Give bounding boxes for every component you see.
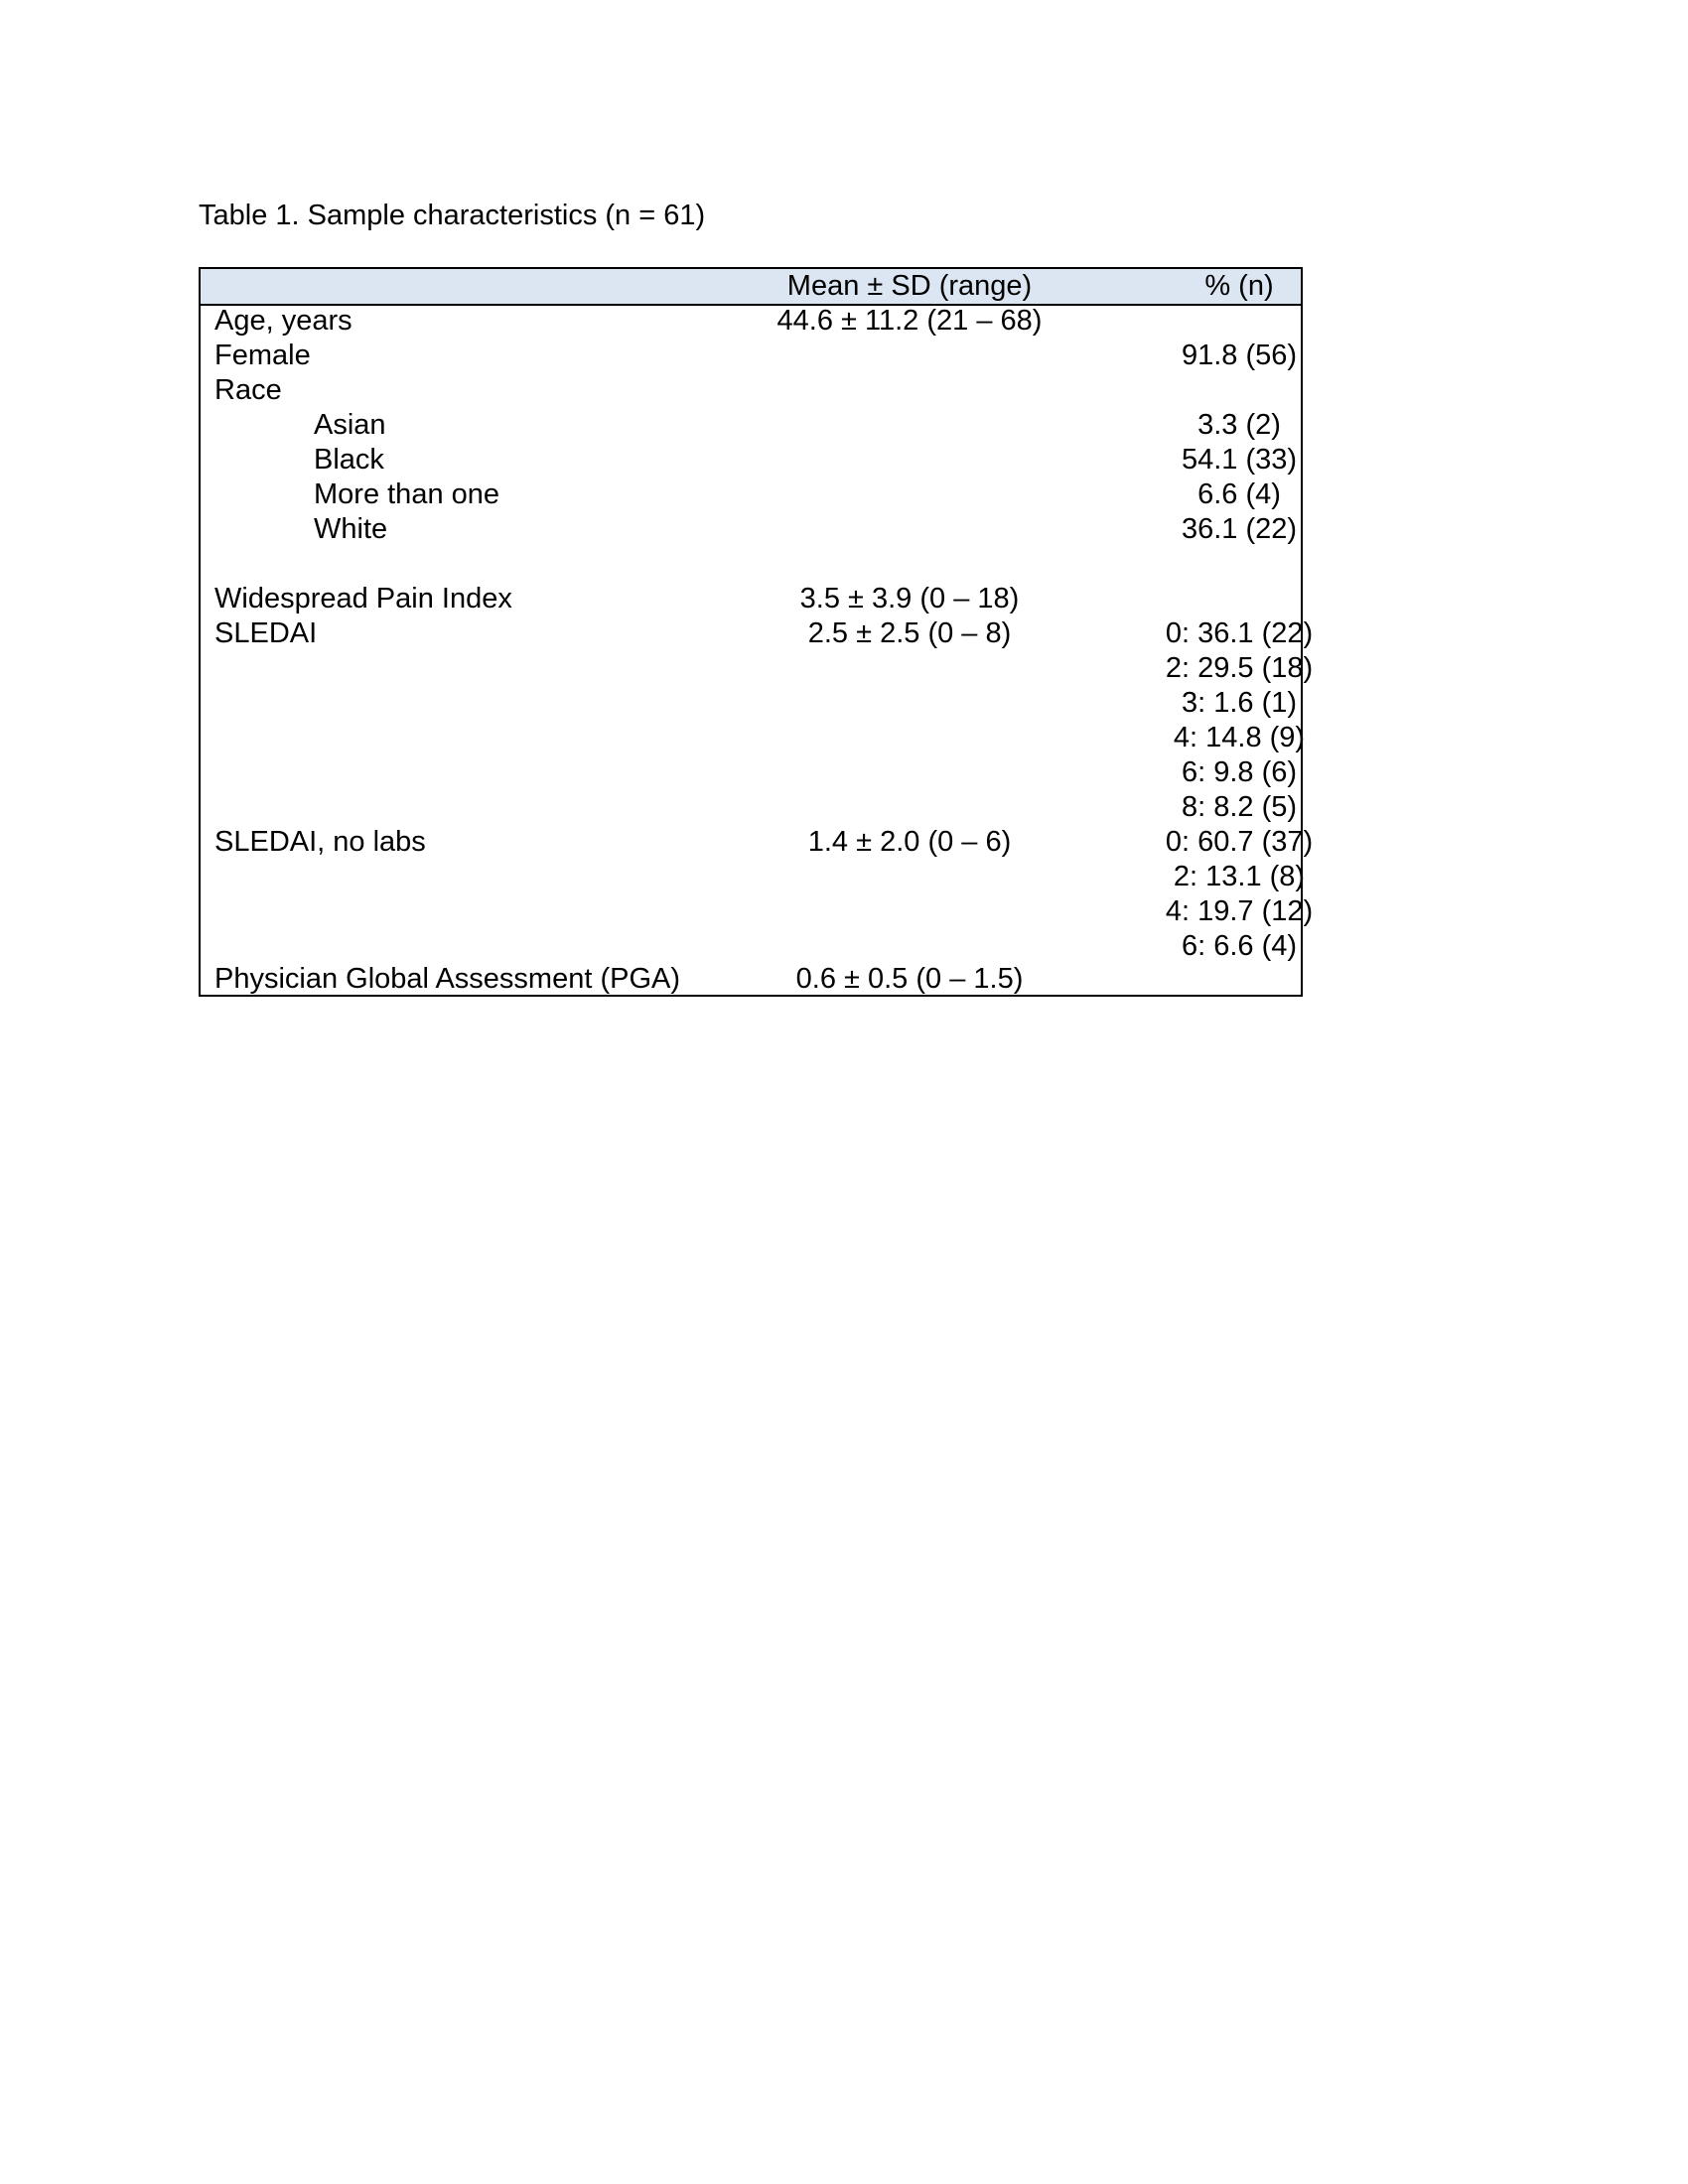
row-mean-sd: 3.5 ± 3.9 (0 – 18) bbox=[799, 583, 1020, 614]
row-percent: 6: 9.8 (6) bbox=[1181, 756, 1298, 788]
table-row bbox=[201, 721, 1306, 755]
row-mean-sd: 2.5 ± 2.5 (0 – 8) bbox=[807, 617, 1012, 649]
table-row bbox=[201, 790, 1301, 825]
table-row-spacer bbox=[201, 547, 1301, 582]
row-label: Age, years bbox=[214, 305, 352, 337]
table-row bbox=[201, 755, 1301, 790]
table-row bbox=[201, 373, 1301, 408]
row-label: Female bbox=[214, 340, 311, 371]
row-label: White bbox=[314, 513, 388, 545]
row-percent: 91.8 (56) bbox=[1181, 340, 1298, 371]
header-mean-sd: Mean ± SD (range) bbox=[786, 270, 1033, 302]
row-label: SLEDAI, no labs bbox=[214, 826, 426, 858]
table-row bbox=[201, 825, 1314, 860]
table-row bbox=[201, 478, 1301, 512]
row-percent: 3.3 (2) bbox=[1197, 409, 1281, 441]
row-label: Race bbox=[214, 374, 282, 406]
row-percent: 4: 14.8 (9) bbox=[1173, 722, 1306, 753]
table-row bbox=[201, 616, 1314, 651]
table-row bbox=[201, 860, 1306, 894]
table-row bbox=[201, 651, 1314, 686]
table-header-row bbox=[201, 269, 1301, 306]
row-mean-sd: 44.6 ± 11.2 (21 – 68) bbox=[776, 305, 1043, 337]
row-percent: 0: 36.1 (22) bbox=[1165, 617, 1314, 649]
row-label: Black bbox=[314, 444, 384, 476]
row-percent: 54.1 (33) bbox=[1181, 444, 1298, 476]
header-variable bbox=[201, 269, 705, 304]
row-percent: 2: 13.1 (8) bbox=[1173, 861, 1306, 892]
row-percent: 2: 29.5 (18) bbox=[1165, 652, 1314, 684]
row-percent: 0: 60.7 (37) bbox=[1165, 826, 1314, 858]
table-row bbox=[201, 512, 1301, 547]
row-mean-sd: 0.6 ± 0.5 (0 – 1.5) bbox=[795, 963, 1024, 995]
row-percent: 6.6 (4) bbox=[1197, 478, 1281, 510]
row-mean-sd: 1.4 ± 2.0 (0 – 6) bbox=[807, 826, 1012, 858]
table-row bbox=[201, 304, 1301, 339]
row-label: SLEDAI bbox=[214, 617, 318, 649]
row-label: Widespread Pain Index bbox=[214, 583, 512, 614]
table-row bbox=[201, 686, 1301, 721]
row-percent: 4: 19.7 (12) bbox=[1165, 895, 1314, 927]
header-percent-n: % (n) bbox=[1204, 270, 1274, 302]
row-label: Physician Global Assessment (PGA) bbox=[214, 963, 681, 995]
table-caption: Table 1. Sample characteristics (n = 61) bbox=[199, 200, 706, 231]
table-row bbox=[201, 962, 1301, 997]
row-percent: 36.1 (22) bbox=[1181, 513, 1298, 545]
table-row bbox=[201, 339, 1301, 373]
row-percent: 6: 6.6 (4) bbox=[1181, 930, 1298, 962]
row-label: Asian bbox=[314, 409, 386, 441]
row-label: More than one bbox=[314, 478, 500, 510]
table-row bbox=[201, 894, 1314, 929]
sample-characteristics-table bbox=[199, 267, 1314, 997]
table-row bbox=[201, 443, 1301, 478]
table-row bbox=[201, 929, 1301, 964]
table-row bbox=[201, 408, 1301, 443]
row-percent: 3: 1.6 (1) bbox=[1181, 687, 1298, 719]
row-percent: 8: 8.2 (5) bbox=[1181, 791, 1298, 823]
table-row bbox=[201, 582, 1301, 616]
